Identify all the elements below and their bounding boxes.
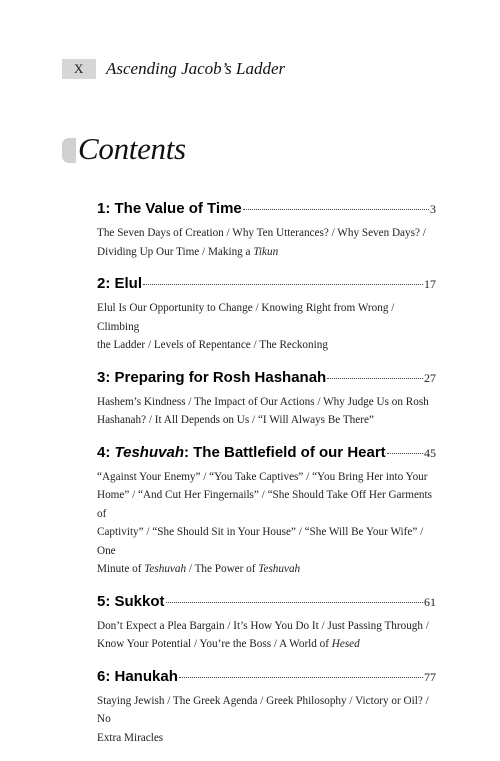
chapter-title[interactable]: 1: The Value of Time	[97, 200, 242, 217]
toc-entry-6[interactable]	[97, 668, 436, 748]
table-of-contents	[97, 200, 436, 761]
chapter-topics: Elul Is Our Opportunity to Change / Knowing Right from Wrong / Climbing the Ladder / Levels of Repentance / The Reckoning	[97, 302, 395, 351]
chapter-title[interactable]: 2: Elul	[97, 275, 143, 292]
chapter-topics: The Seven Days of Creation / Why Ten Utterances? / Why Seven Days? / Dividing Up Our Time / Making a Tikun	[97, 227, 426, 258]
toc-entry-1[interactable]	[97, 200, 436, 261]
page-number: 3	[430, 202, 436, 216]
dot-leader	[179, 677, 423, 678]
page-folio: X	[62, 59, 96, 79]
toc-entry-5[interactable]	[97, 593, 436, 654]
dot-leader	[243, 209, 429, 210]
chapter-topics: Hashem’s Kindness / The Impact of Our Actions / Why Judge Us on Rosh Hashanah? / It All Depends on Us / “I Will Always Be There”	[97, 395, 429, 426]
heading-tab-shape	[62, 138, 76, 163]
page-number: 45	[424, 445, 436, 460]
chapter-title[interactable]: 6: Hanukah	[97, 667, 178, 685]
running-head	[62, 59, 285, 79]
chapter-topics: Don’t Expect a Plea Bargain / It’s How You Do It / Just Passing Through / Know Your Potential / You’re the Boss / A World of Hesed	[97, 619, 429, 650]
toc-entry-3[interactable]	[97, 369, 436, 430]
contents-heading	[62, 132, 186, 166]
page-number: 77	[424, 669, 436, 684]
chapter-topics: “Against Your Enemy” / “You Take Captives” / “You Bring Her into Your Home” / “And Cut Her Fingernails” / “She Should Take Off Her Garments of Captivity” / “She Should Sit in Your House” / “She Will Be Your Wife” / One Minute of Teshuvah / The Power of Teshuvah	[97, 470, 432, 575]
page-number: 27	[424, 370, 436, 385]
toc-entry-2[interactable]	[97, 275, 436, 355]
dot-leader	[327, 378, 423, 379]
page-title: Contents	[78, 131, 186, 166]
toc-entry-4[interactable]	[97, 444, 436, 579]
page-number: 17	[424, 277, 436, 291]
chapter-title[interactable]: 4: Teshuvah: The Battlefield of our Heart	[97, 443, 386, 461]
chapter-title[interactable]: 3: Preparing for Rosh Hashanah	[97, 368, 327, 386]
book-title: Ascending Jacob’s Ladder	[106, 59, 286, 78]
dot-leader	[143, 284, 423, 285]
dot-leader	[166, 602, 423, 603]
chapter-topics: Staying Jewish / The Greek Agenda / Greek Philosophy / Victory or Oil? / No Extra Miracles	[97, 694, 429, 744]
chapter-title[interactable]: 5: Sukkot	[97, 592, 165, 610]
page-number: 61	[424, 594, 436, 609]
dot-leader	[387, 453, 423, 454]
